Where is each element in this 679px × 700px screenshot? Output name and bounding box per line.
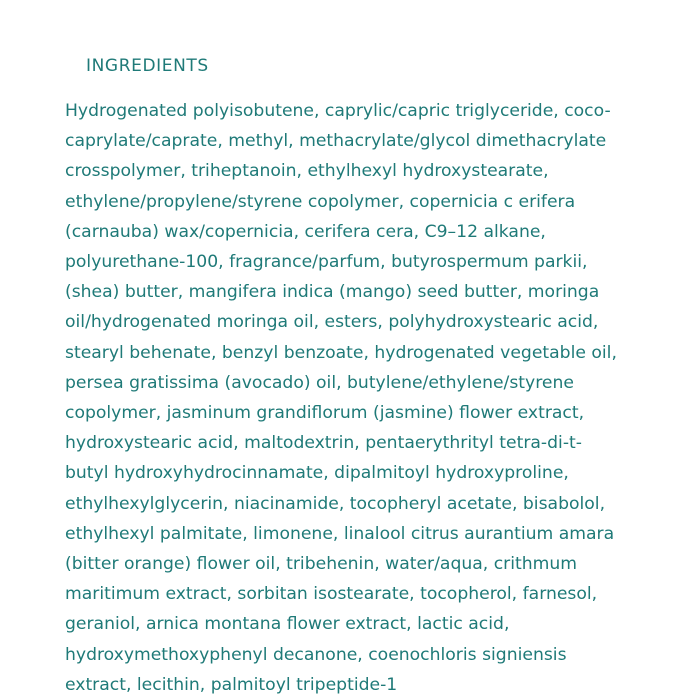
page-title: INGREDIENTS (86, 56, 209, 76)
ingredients-list-text: Hydrogenated polyisobutene, caprylic/capric triglyceride, coco-caprylate/caprate, methyl, methacrylate/glycol dimethacrylate crosspolymer, triheptanoin, ethylhexyl hydroxystearate, ethylene/propylene/styrene copolymer, copernicia c erifera (carnauba) wax/copernicia, cerifera cera, C9–12 alkane, polyurethane-100, fragrance/parfum, butyrospermum parkii, (shea) butter, mangifera indica (mango) seed butter, moringa oil/hydrogenated moringa oil, esters, polyhydroxystearic acid, stearyl behenate, benzyl benzoate, hydrogenated vegetable oil, persea gratissima (avocado) oil, butylene/ethylene/styrene copolymer, jasminum grandiflorum (jasmine) flower extract, hydroxystearic acid, maltodextrin, pentaerythrityl tetra-di-t-butyl hydroxyhydrocinnamate, dipalmitoyl hydroxyproline, ethylhexylglycerin, niacinamide, tocopheryl acetate, bisabolol, ethylhexyl palmitate, limonene, linalool citrus aurantium amara (bitter orange) flower oil, tribehenin, water/aqua, crithmum maritimum extract, sorbitan isostearate, tocopherol, farnesol, geraniol, arnica montana flower extract, lactic acid, hydroxymethoxyphenyl decanone, coenochloris signiensis extract, lecithin, palmitoyl tripeptide-1 (65, 101, 623, 695)
